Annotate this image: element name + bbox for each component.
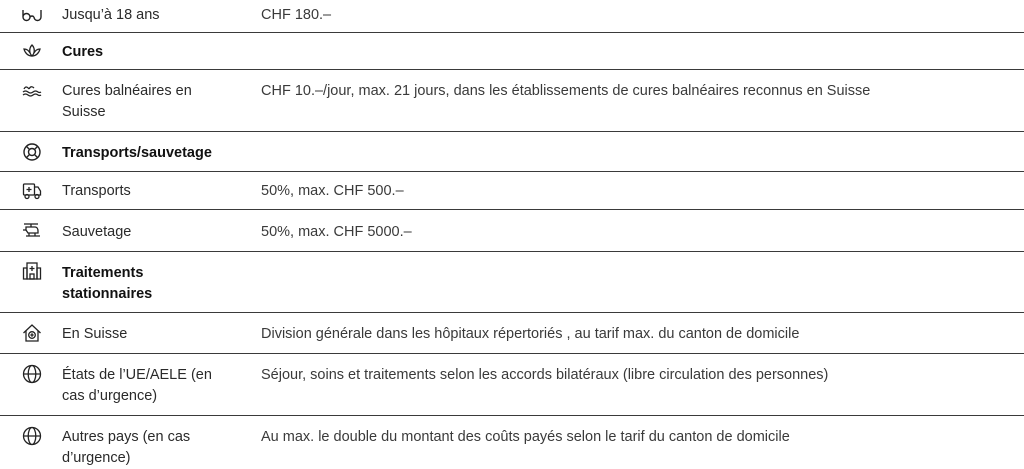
row-label: Autres pays (en cas d’urgence): [62, 429, 191, 466]
row-label: Cures balnéaires en Suisse: [62, 83, 192, 120]
table-row: [0, 416, 1024, 468]
row-value: Au max. le double du montant des coûts payés selon le tarif du canton de domicile: [261, 429, 790, 445]
row-label: Sauvetage: [62, 224, 132, 240]
section-title: Cures: [62, 44, 104, 60]
table-row: [0, 354, 1024, 416]
section-row-cures: [0, 33, 1024, 70]
table-row: [0, 172, 1024, 210]
ambulance-icon: [22, 181, 42, 201]
helicopter-icon: [22, 221, 42, 241]
table-row: [0, 70, 1024, 132]
row-value: CHF 10.–/jour, max. 21 jours, dans les établissements de cures balnéaires reconnus en Suisse: [261, 83, 871, 99]
row-value: 50%, max. CHF 500.–: [261, 183, 404, 199]
section-title: Transports/sauvetage: [62, 145, 212, 161]
lifebuoy-icon: [22, 142, 42, 162]
lotus-icon: [22, 41, 42, 61]
section-row-traitements: [0, 252, 1024, 313]
table-row: [0, 210, 1024, 252]
row-value: 50%, max. CHF 5000.–: [261, 224, 412, 240]
globe-icon: [22, 426, 42, 446]
section-row-transports: [0, 132, 1024, 172]
table-row: [0, 313, 1024, 354]
row-value: Séjour, soins et traitements selon les accords bilatéraux (libre circulation des personnes): [261, 367, 829, 383]
hospital-icon: [22, 261, 42, 281]
row-label: Jusqu’à 18 ans: [62, 7, 160, 23]
waves-icon: [22, 80, 42, 100]
row-label: États de l’UE/AELE (en cas d’urgence): [62, 367, 212, 404]
home-medical-icon: [22, 323, 42, 343]
row-label: En Suisse: [62, 326, 128, 342]
glasses-icon: [22, 4, 42, 24]
table-row: [0, 0, 1024, 33]
section-title: Traitements stationnaires: [62, 265, 153, 302]
row-value: Division générale dans les hôpitaux répertoriés , au tarif max. du canton de domicile: [261, 326, 800, 342]
row-label: Transports: [62, 183, 131, 199]
globe-icon: [22, 364, 42, 384]
row-value: CHF 180.–: [261, 7, 332, 23]
